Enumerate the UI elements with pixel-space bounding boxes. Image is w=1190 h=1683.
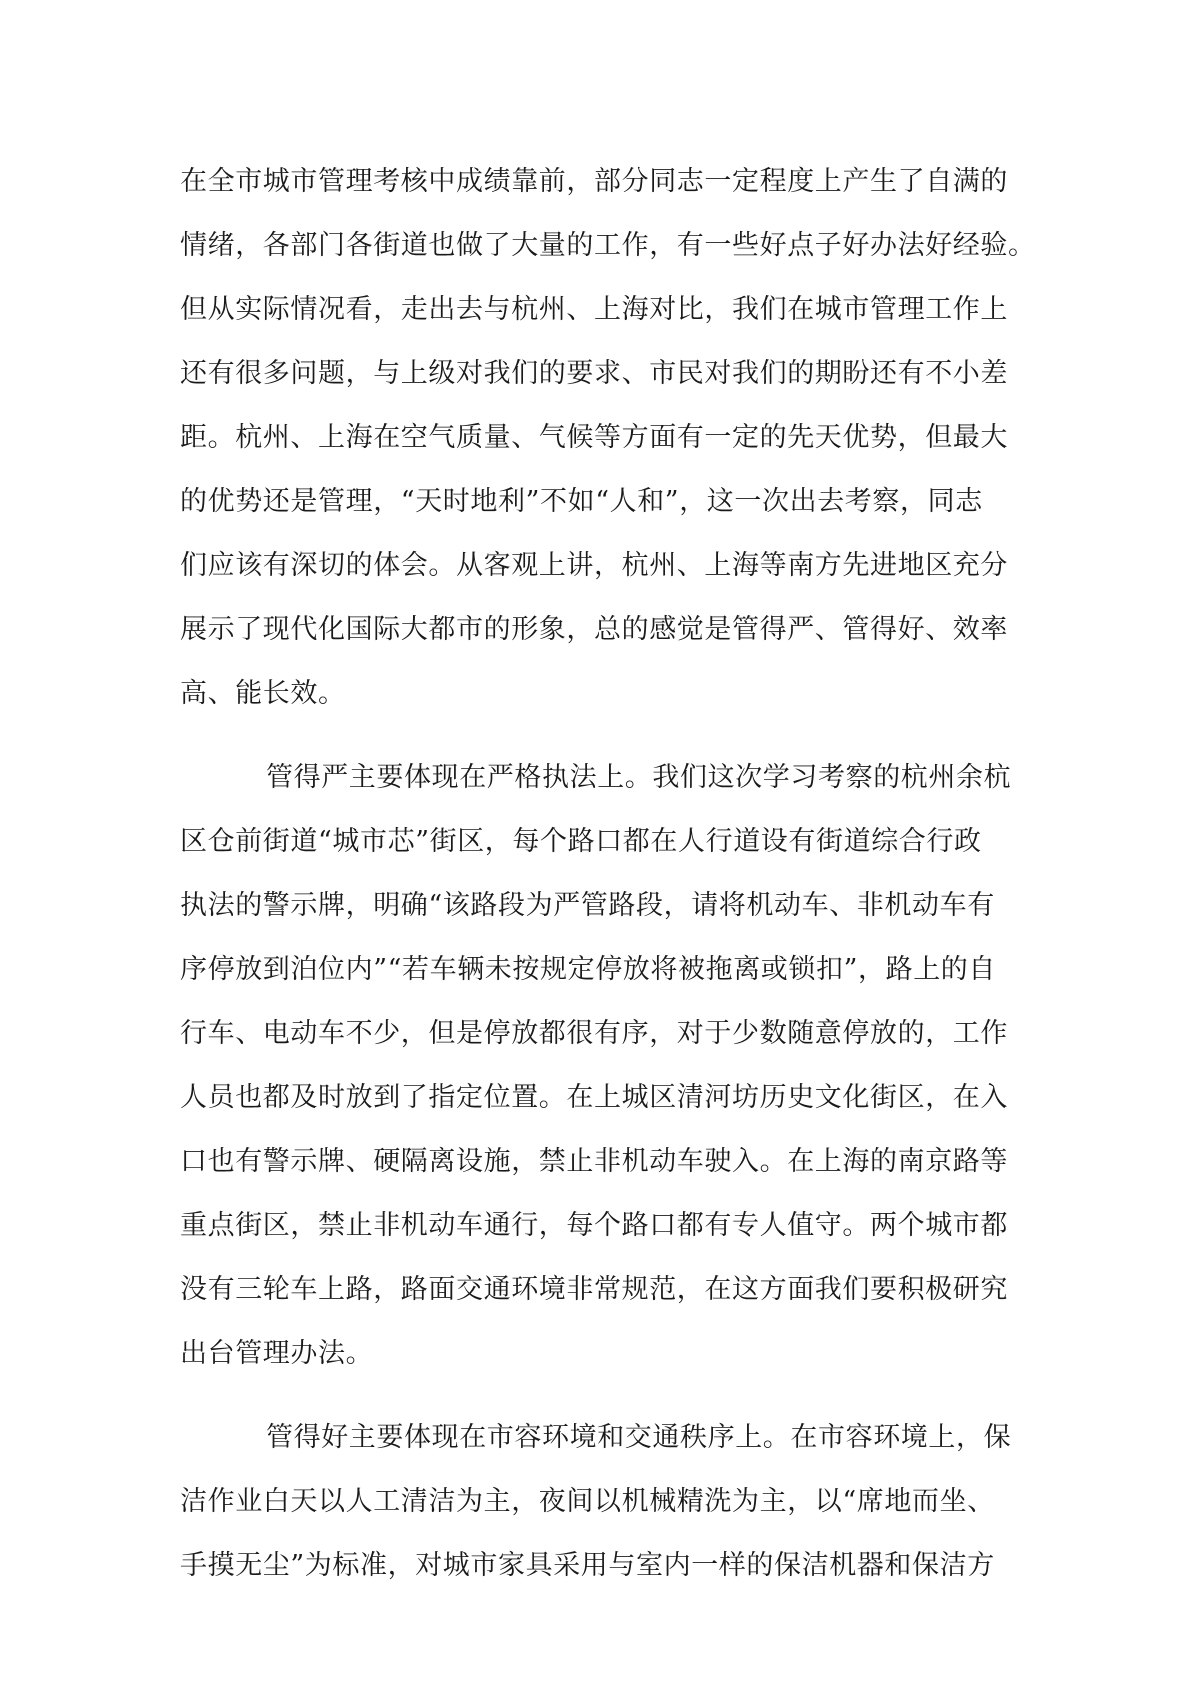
text-line: 洁作业白天以人工清洁为主，夜间以机械精洗为主，以“席地而坐、 — [180, 1486, 995, 1517]
text-line: 管得好主要体现在市容环境和交通秩序上。在市容环境上，保 — [266, 1422, 1012, 1453]
text-line: 区仓前街道“城市芯”街区，每个路口都在人行道设有街道综合行政 — [180, 826, 982, 857]
paragraph-1 — [180, 150, 1036, 726]
text-line: 手摸无尘”为标准，对城市家具采用与室内一样的保洁机器和保洁方 — [180, 1550, 995, 1581]
text-line: 情绪，各部门各街道也做了大量的工作，有一些好点子好办法好经验。 — [180, 230, 1036, 261]
paragraph-2 — [180, 746, 1020, 1386]
document-body — [180, 150, 1036, 1598]
text-line: 没有三轮车上路，路面交通环境非常规范，在这方面我们要积极研究 — [180, 1274, 1008, 1305]
text-line: 执法的警示牌，明确“该路段为严管路段，请将机动车、非机动车有 — [180, 890, 995, 921]
text-line: 的优势还是管理，“天时地利”不如“人和”，这一次出去考察，同志 — [180, 486, 983, 517]
paragraph-spacing — [180, 1386, 1020, 1406]
text-line: 出台管理办法。 — [180, 1338, 374, 1369]
text-line: 们应该有深切的体会。从客观上讲，杭州、上海等南方先进地区充分 — [180, 550, 1008, 581]
text-line: 在全市城市管理考核中成绩靠前，部分同志一定程度上产生了自满的 — [180, 166, 1008, 197]
text-line: 序停放到泊位内”“若车辆未按规定停放将被拖离或锁扣”，路上的自 — [180, 954, 997, 985]
text-line: 口也有警示牌、硬隔离设施，禁止非机动车驶入。在上海的南京路等 — [180, 1146, 1008, 1177]
text-line: 展示了现代化国际大都市的形象，总的感觉是管得严、管得好、效率 — [180, 614, 1008, 645]
text-line: 但从实际情况看，走出去与杭州、上海对比，我们在城市管理工作上 — [180, 294, 1008, 325]
text-line: 行车、电动车不少，但是停放都很有序，对于少数随意停放的，工作 — [180, 1018, 1008, 1049]
text-line: 管得严主要体现在严格执法上。我们这次学习考察的杭州余杭 — [266, 762, 1012, 793]
text-line: 人员也都及时放到了指定位置。在上城区清河坊历史文化街区，在入 — [180, 1082, 1008, 1113]
paragraph-3 — [180, 1406, 1020, 1598]
text-line: 重点街区，禁止非机动车通行，每个路口都有专人值守。两个城市都 — [180, 1210, 1008, 1241]
paragraph-spacing — [180, 726, 1020, 746]
text-line: 距。杭州、上海在空气质量、气候等方面有一定的先天优势，但最大 — [180, 422, 1008, 453]
text-line: 高、能长效。 — [180, 678, 346, 709]
text-line: 还有很多问题，与上级对我们的要求、市民对我们的期盼还有不小差 — [180, 358, 1008, 389]
